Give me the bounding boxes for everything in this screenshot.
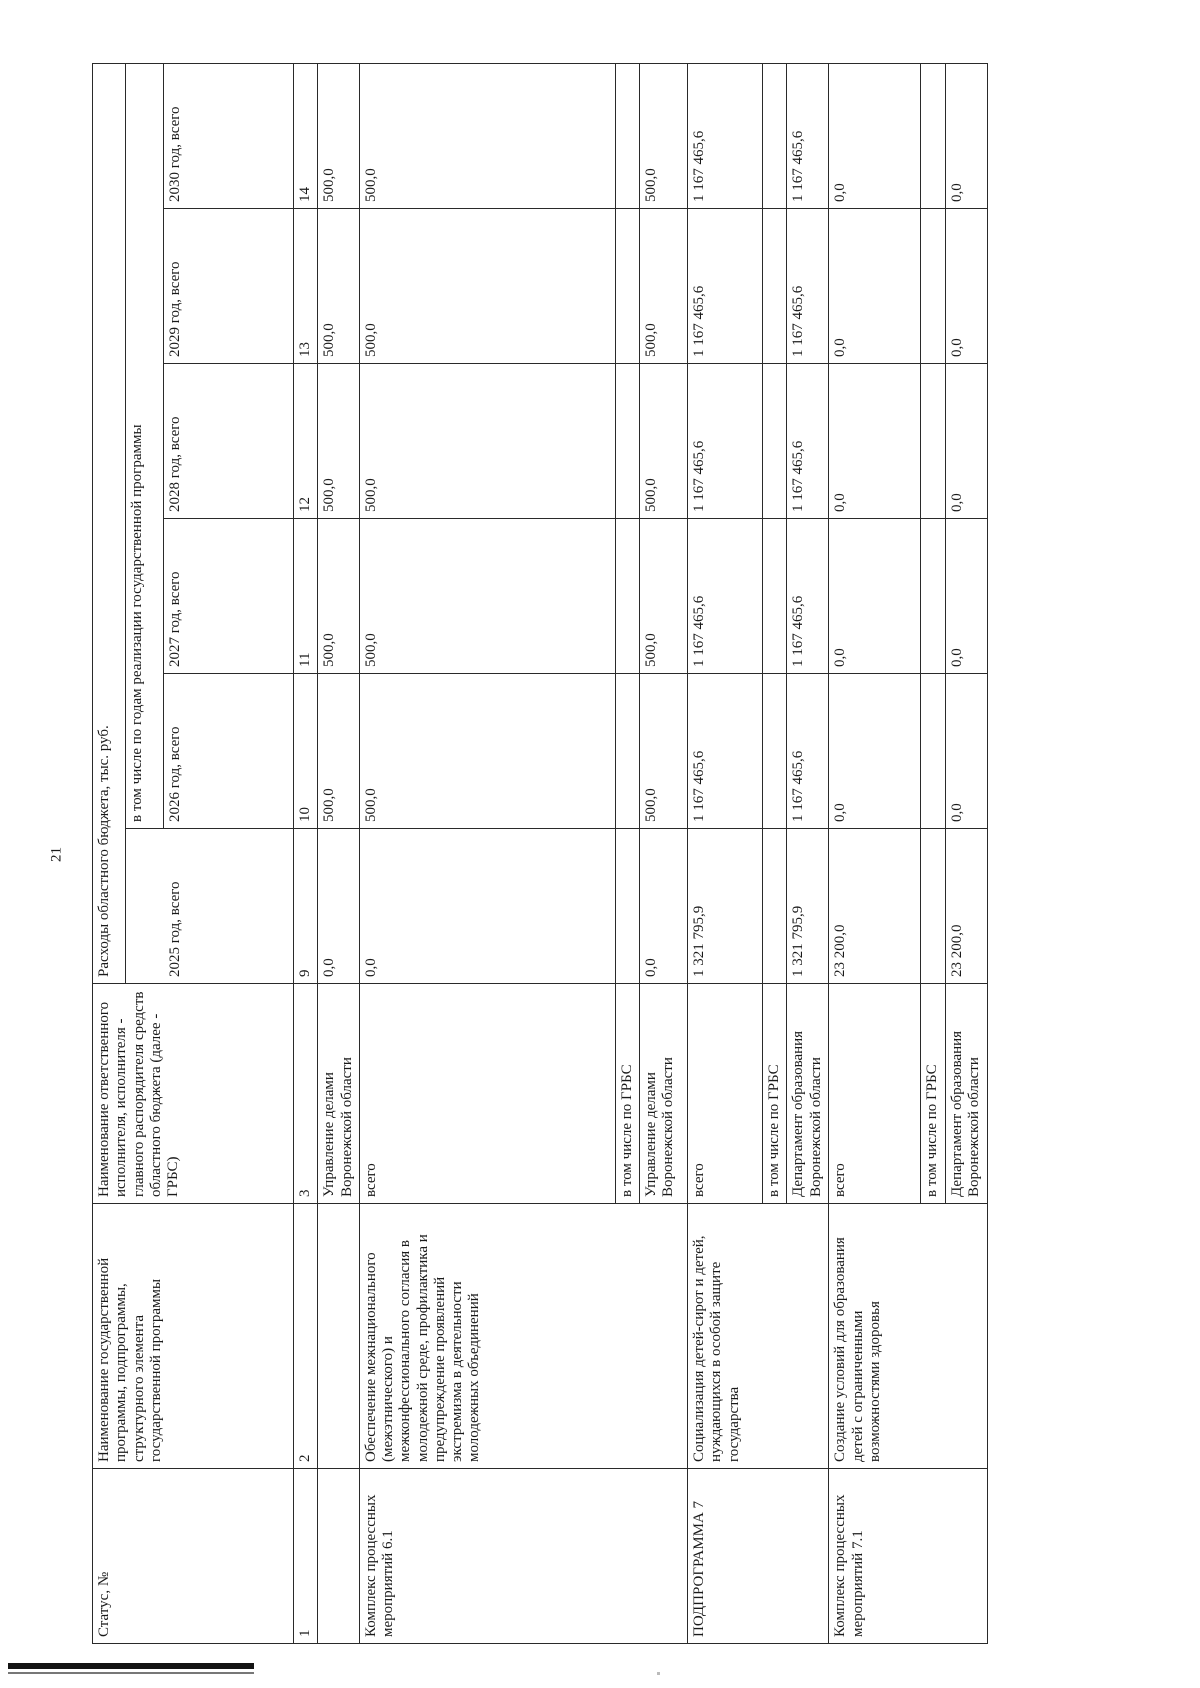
value-cell: 1 167 465,6 bbox=[787, 209, 829, 364]
program-name-cell: Создание условий для образования детей с ограниченными возможностями здоровья bbox=[829, 1204, 987, 1469]
value-cell: 500,0 bbox=[640, 519, 688, 674]
status-cell bbox=[318, 1469, 360, 1644]
value-cell: 500,0 bbox=[359, 63, 615, 208]
rotated-page-content bbox=[92, 64, 1097, 1644]
executor-cell: Управление делами Воронежской области bbox=[318, 984, 360, 1204]
col-number: 10 bbox=[294, 674, 318, 829]
total-label-cell: всего bbox=[688, 984, 763, 1204]
value-cell: 1 167 465,6 bbox=[688, 364, 763, 519]
value-cell bbox=[763, 209, 787, 364]
value-cell bbox=[921, 63, 945, 208]
status-cell: Комплекс процессных мероприятий 7.1 bbox=[829, 1469, 987, 1644]
value-cell bbox=[615, 364, 639, 519]
value-cell: 0,0 bbox=[829, 674, 921, 829]
value-cell bbox=[921, 364, 945, 519]
header-program-name: Наименование государственной программы, подпрограммы, структурного элемента государственной программы bbox=[93, 1204, 294, 1469]
program-name-cell: Социализация детей-сирот и детей, нуждающихся в особой защите государства bbox=[688, 1204, 829, 1469]
header-year-2026: 2026 год, всего bbox=[164, 674, 294, 829]
value-cell bbox=[763, 829, 787, 984]
header-spacer bbox=[126, 829, 164, 984]
value-cell: 1 167 465,6 bbox=[688, 63, 763, 208]
header-year-2028: 2028 год, всего bbox=[164, 364, 294, 519]
value-cell: 500,0 bbox=[318, 63, 360, 208]
value-cell: 0,0 bbox=[640, 829, 688, 984]
value-cell: 0,0 bbox=[945, 63, 987, 208]
value-cell bbox=[615, 674, 639, 829]
header-year-2027: 2027 год, всего bbox=[164, 519, 294, 674]
col-number: 3 bbox=[294, 984, 318, 1204]
header-status: Статус, № bbox=[93, 1469, 294, 1644]
col-number: 1 bbox=[294, 1469, 318, 1644]
col-number: 2 bbox=[294, 1204, 318, 1469]
value-cell bbox=[615, 63, 639, 208]
value-cell bbox=[921, 519, 945, 674]
value-cell bbox=[921, 209, 945, 364]
header-year-2029: 2029 год, всего bbox=[164, 209, 294, 364]
executor-cell: Департамент образования Воронежской области bbox=[787, 984, 829, 1204]
program-name-cell bbox=[318, 1204, 360, 1469]
scan-artifact-bar bbox=[8, 1663, 254, 1669]
column-numbers-row bbox=[294, 63, 318, 1643]
total-label-cell: всего bbox=[829, 984, 921, 1204]
value-cell: 0,0 bbox=[945, 519, 987, 674]
value-cell: 0,0 bbox=[359, 829, 615, 984]
total-label-cell: всего bbox=[359, 984, 615, 1204]
program-name-cell: Обеспечение межнационального (межэтнического) и межконфессионального согласия в молодежной среде, профилактика и предупреждение проявлений экстремизма в деятельности молодежных объединений bbox=[359, 1204, 687, 1469]
value-cell bbox=[615, 519, 639, 674]
scan-artifact-dot bbox=[657, 1672, 660, 1675]
value-cell: 0,0 bbox=[945, 209, 987, 364]
value-cell bbox=[763, 674, 787, 829]
header-by-years: в том числе по годам реализации государственной программы bbox=[126, 63, 164, 828]
col-number: 11 bbox=[294, 519, 318, 674]
table-row bbox=[829, 63, 921, 1643]
table-row bbox=[688, 63, 763, 1643]
value-cell: 500,0 bbox=[318, 674, 360, 829]
value-cell bbox=[615, 829, 639, 984]
value-cell: 500,0 bbox=[318, 209, 360, 364]
value-cell bbox=[763, 364, 787, 519]
col-number: 9 bbox=[294, 829, 318, 984]
page-number: 21 bbox=[48, 847, 65, 862]
value-cell: 23 200,0 bbox=[945, 829, 987, 984]
value-cell bbox=[763, 63, 787, 208]
value-cell: 500,0 bbox=[640, 63, 688, 208]
value-cell: 23 200,0 bbox=[829, 829, 921, 984]
value-cell bbox=[763, 519, 787, 674]
status-cell: ПОДПРОГРАММА 7 bbox=[688, 1469, 829, 1644]
value-cell: 0,0 bbox=[829, 519, 921, 674]
value-cell: 1 167 465,6 bbox=[688, 209, 763, 364]
value-cell bbox=[921, 674, 945, 829]
value-cell: 1 167 465,6 bbox=[787, 364, 829, 519]
value-cell: 500,0 bbox=[640, 364, 688, 519]
table-row bbox=[359, 63, 615, 1643]
table-row bbox=[318, 63, 360, 1643]
value-cell: 1 167 465,6 bbox=[688, 674, 763, 829]
value-cell: 500,0 bbox=[359, 209, 615, 364]
value-cell: 1 167 465,6 bbox=[787, 63, 829, 208]
value-cell: 1 321 795,9 bbox=[787, 829, 829, 984]
grbs-label-cell: в том числе по ГРБС bbox=[763, 984, 787, 1204]
executor-cell: Департамент образования Воронежской области bbox=[945, 984, 987, 1204]
value-cell: 500,0 bbox=[318, 519, 360, 674]
value-cell: 0,0 bbox=[829, 209, 921, 364]
header-year-2030: 2030 год, всего bbox=[164, 63, 294, 208]
value-cell: 0,0 bbox=[829, 63, 921, 208]
value-cell: 0,0 bbox=[945, 674, 987, 829]
value-cell: 1 167 465,6 bbox=[787, 674, 829, 829]
value-cell: 500,0 bbox=[359, 364, 615, 519]
header-expenses: Расходы областного бюджета, тыс. руб. bbox=[93, 63, 126, 983]
value-cell: 0,0 bbox=[318, 829, 360, 984]
col-number: 14 bbox=[294, 63, 318, 208]
header-executor-name: Наименование ответственного исполнителя, исполнителя - главного распорядителя средств областного бюджета (далее - ГРБС) bbox=[93, 984, 294, 1204]
value-cell: 500,0 bbox=[640, 209, 688, 364]
value-cell bbox=[615, 209, 639, 364]
col-number: 13 bbox=[294, 209, 318, 364]
value-cell: 500,0 bbox=[359, 519, 615, 674]
header-row-1 bbox=[93, 63, 126, 1643]
value-cell: 1 167 465,6 bbox=[688, 519, 763, 674]
executor-cell: Управление делами Воронежской области bbox=[640, 984, 688, 1204]
value-cell bbox=[921, 829, 945, 984]
grbs-label-cell: в том числе по ГРБС bbox=[921, 984, 945, 1204]
value-cell: 500,0 bbox=[640, 674, 688, 829]
value-cell: 0,0 bbox=[829, 364, 921, 519]
value-cell: 500,0 bbox=[359, 674, 615, 829]
value-cell: 500,0 bbox=[318, 364, 360, 519]
col-number: 12 bbox=[294, 364, 318, 519]
value-cell: 1 167 465,6 bbox=[787, 519, 829, 674]
budget-table bbox=[92, 63, 988, 1644]
grbs-label-cell: в том числе по ГРБС bbox=[615, 984, 639, 1204]
status-cell: Комплекс процессных мероприятий 6.1 bbox=[359, 1469, 687, 1644]
value-cell: 0,0 bbox=[945, 364, 987, 519]
scan-artifact-line bbox=[8, 1672, 254, 1674]
value-cell: 1 321 795,9 bbox=[688, 829, 763, 984]
header-year-2025: 2025 год, всего bbox=[164, 829, 294, 984]
